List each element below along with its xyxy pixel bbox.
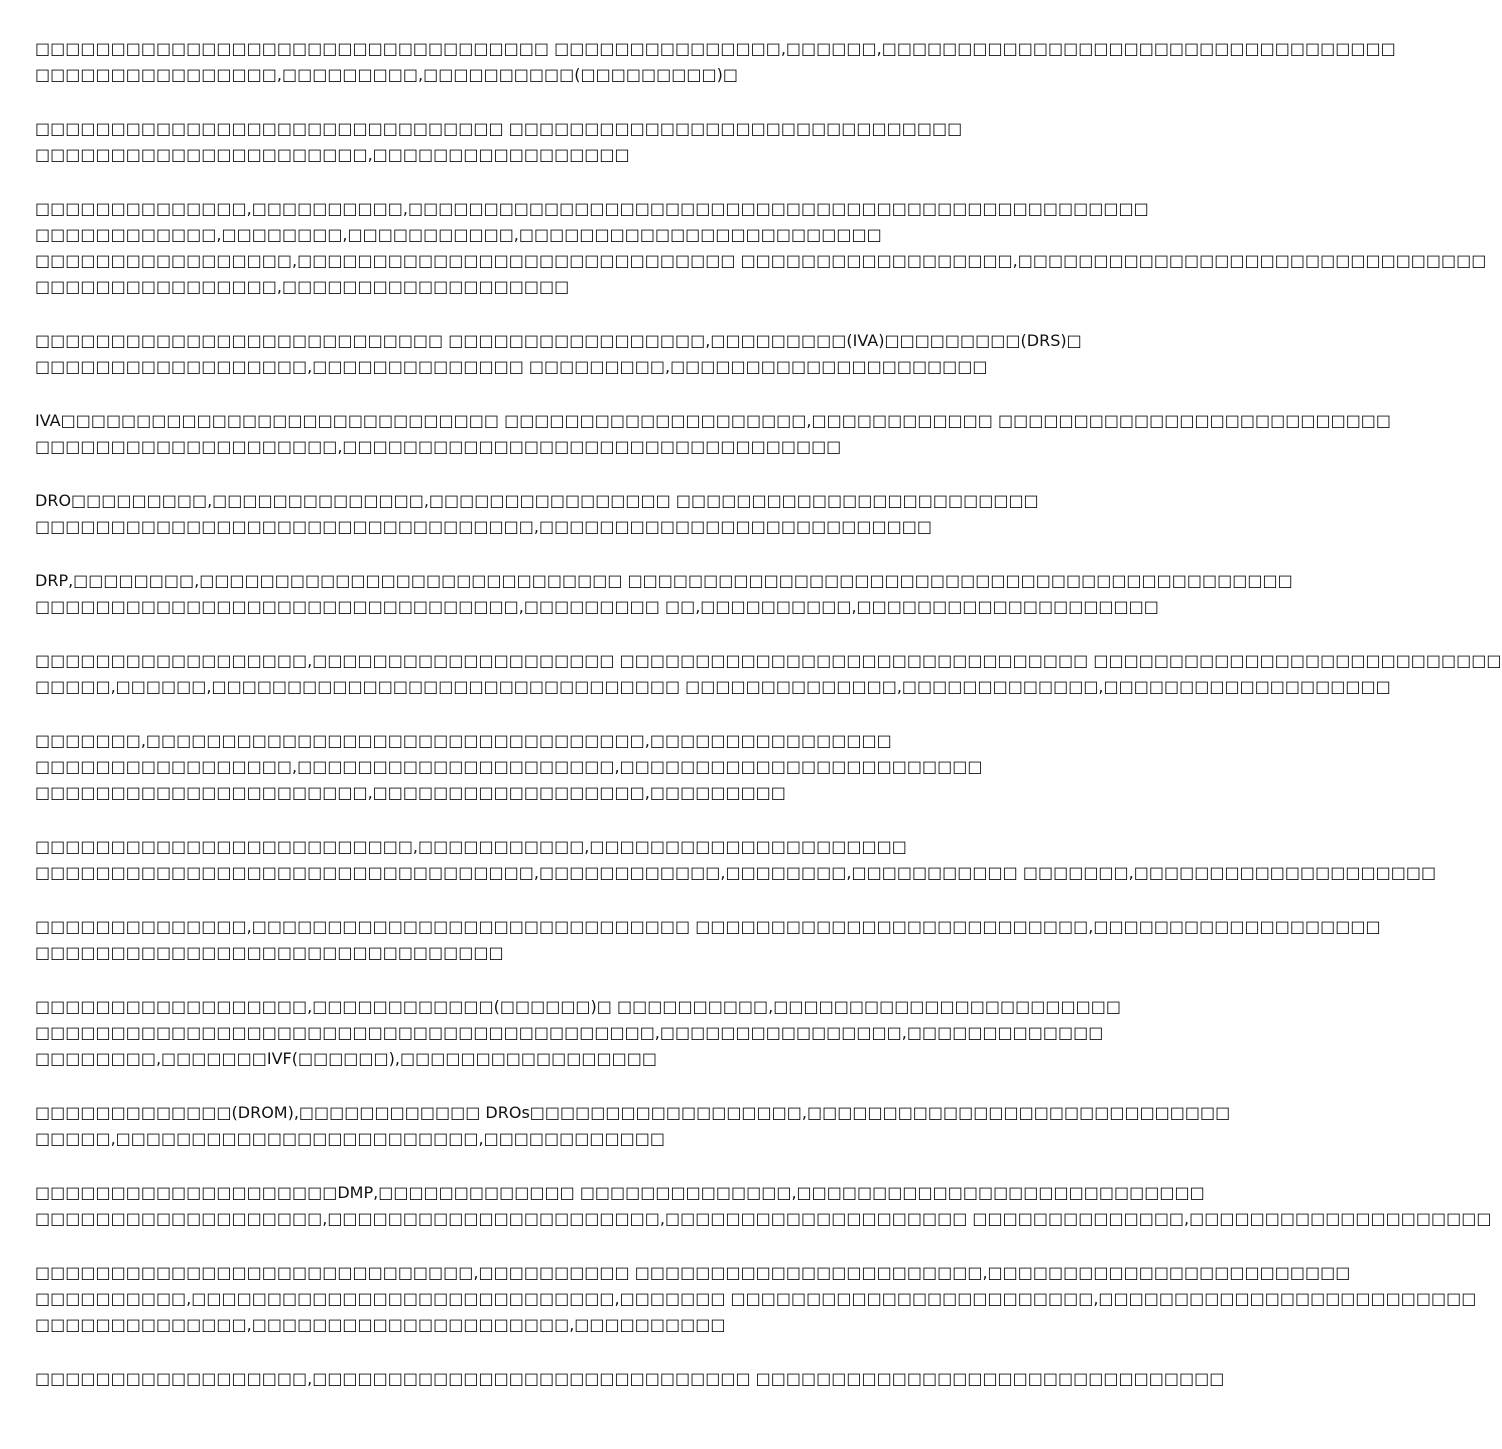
text-line: □□□□□□□□□□□□□□□□□□□□□□□□□□□□□□□□□,□□□□□□□□□□□□□□□□□□□□□□□□□□ [35, 517, 932, 536]
text-line: □□□□□□□□□□□□□□,□□□□□□□□□□□□□□□□□□□□□,□□□□□□□□□□ [35, 1315, 726, 1334]
paragraph [35, 196, 1487, 300]
text-line: DRO□□□□□□□□□,□□□□□□□□□□□□□□,□□□□□□□□□□□□□□□□ □□□□□□□□□□□□□□□□□□□□□□□□ [35, 491, 1039, 510]
text-line: □□□□□□□□,□□□□□□□IVF(□□□□□□),□□□□□□□□□□□□□□□□□ [35, 1049, 657, 1068]
text-line: DRP,□□□□□□□□,□□□□□□□□□□□□□□□□□□□□□□□□□□□□ □□□□□□□□□□□□□□□□□□□□□□□□□□□□□□□□□□□□□□□□□□□□ [35, 571, 1293, 590]
document-page [35, 36, 1502, 1420]
text-line: □□□□□,□□□□□□□□□□□□□□□□□□□□□□□□,□□□□□□□□□□□□ [35, 1129, 665, 1148]
text-line: □□□□□□□□□□□□□□□□□□□□□□□□□□□□□□□□,□□□□□□□□□ □□,□□□□□□□□□□,□□□□□□□□□□□□□□□□□□□□ [35, 597, 1159, 616]
text-line: □□□□□□□□□□□□□□□□□□,□□□□□□□□□□□□□□□□□□□□ □□□□□□□□□□□□□□□□□□□□□□□□□□□□□□□ □□□□□□□□□□□□□□□□□□□□□□□□□□□ [35, 651, 1502, 670]
text-line: □□□□□□□□□□□□□□□□□□□□□□□□□□□ □□□□□□□□□□□□□□□□□,□□□□□□□□□(IVA)□□□□□□□□□(DRS)□ [35, 331, 1082, 350]
text-line: □□□□□□□□□□□□□□,□□□□□□□□□□□□□□□□□□□□□□□□□□□□□ □□□□□□□□□□□□□□□□□□□□□□□□□□,□□□□□□□□□□□□□□□□□□□ [35, 917, 1381, 936]
text-line: □□□□□□□□□□□□□□□□□□□□,□□□□□□□□□□□□□□□□□□□□□□□□□□□□□□□□□ [35, 437, 842, 456]
paragraph [35, 834, 1437, 886]
text-line: □□□□□□□□□□□□□□□□,□□□□□□□□□□□□□□□□□□□ [35, 277, 570, 296]
text-line: □□□□□□□□□□□□□□□□□□□□□□,□□□□□□□□□□□□□□□□□ [35, 145, 630, 164]
paragraph [35, 568, 1293, 620]
text-line: □□□□□□□□□□□□□□□□□□□□□□□□□□□□□□□ □□□□□□□□□□□□□□□□□□□□□□□□□□□□□□ [35, 119, 963, 138]
text-line: □□□□□□□□□□□□,□□□□□□□□,□□□□□□□□□□□,□□□□□□□□□□□□□□□□□□□□□□□□ [35, 225, 882, 244]
paragraph [35, 1260, 1477, 1338]
paragraph [35, 408, 1392, 460]
text-line: □□□□□□□□□□,□□□□□□□□□□□□□□□□□□□□□□□□□□□□,□□□□□□□ □□□□□□□□□□□□□□□□□□□□□□□□,□□□□□□□□□□□□□□□□□□□□□□□□□ [35, 1289, 1477, 1308]
text-line: □□□□□□□□□□□□□□□□□□□□□□,□□□□□□□□□□□□□□□□□□,□□□□□□□□□ [35, 783, 786, 802]
text-line: □□□□□□□□□□□□□□□□,□□□□□□□□□,□□□□□□□□□□(□□□□□□□□□)□ [35, 65, 738, 84]
text-line: □□□□□□□□□□□□□□□□□□□□□□□□□,□□□□□□□□□□□,□□□□□□□□□□□□□□□□□□□□□ [35, 837, 907, 856]
text-line: □□□□□□□□□□□□□□□□□□□□□□□□□□□□□□□ [35, 943, 504, 962]
text-line: □□□□□□□□□□□□□□□□□□□□□□□□□□□□□□□□□,□□□□□□□□□□□□,□□□□□□□□,□□□□□□□□□□□ □□□□□□□,□□□□□□□□□□□□□□□□□□□□ [35, 863, 1437, 882]
text-line: □□□□□□□□□□□□□(DROM),□□□□□□□□□□□□ DROs□□□□□□□□□□□□□□□□□□,□□□□□□□□□□□□□□□□□□□□□□□□□□□□ [35, 1103, 1231, 1122]
text-line: □□□□□□□□□□□□□□□□□□□□□□□□□□□□□□□□□□□□□□□□□,□□□□□□□□□□□□□□□□,□□□□□□□□□□□□□ [35, 1023, 1104, 1042]
paragraph [35, 914, 1381, 966]
text-line: □□□□□□□□□□□□□□□□□,□□□□□□□□□□□□□□□□□□□□□,□□□□□□□□□□□□□□□□□□□□□□□□ [35, 757, 983, 776]
text-line: □□□□□□□□□□□□□□□□□□,□□□□□□□□□□□□□□□□□□□□□□□□□□□□□ □□□□□□□□□□□□□□□□□□□□□□□□□□□□□□□ [35, 1369, 1225, 1388]
paragraph [35, 36, 1396, 88]
text-line: □□□□□□□□□□□□□□□□□□□,□□□□□□□□□□□□□□□□□□□□□□,□□□□□□□□□□□□□□□□□□□□ □□□□□□□□□□□□□□,□□□□□□□□□□□□□□□□□□□□ [35, 1209, 1492, 1228]
paragraph [35, 116, 1005, 168]
paragraph [35, 328, 1082, 380]
text-line: □□□□□□□□□□□□□□,□□□□□□□□□□,□□□□□□□□□□□□□□□□□□□□□□□□□□□□□□□□□□□□□□□□□□□□□□□□□ [35, 199, 1149, 218]
text-line: □□□□□□□□□□□□□□□□□,□□□□□□□□□□□□□□□□□□□□□□□□□□□□□ □□□□□□□□□□□□□□□□□□,□□□□□□□□□□□□□□□□□□□□□□□□□□□□□□□ [35, 251, 1487, 270]
text-line: □□□□□□□□□□□□□□□□□□,□□□□□□□□□□□□(□□□□□□)□ □□□□□□□□□□,□□□□□□□□□□□□□□□□□□□□□□□ [35, 997, 1121, 1016]
text-line: □□□□□□□,□□□□□□□□□□□□□□□□□□□□□□□□□□□□□□□□□,□□□□□□□□□□□□□□□□ [35, 731, 892, 750]
text-line: □□□□□,□□□□□□,□□□□□□□□□□□□□□□□□□□□□□□□□□□□□□□ □□□□□□□□□□□□□□,□□□□□□□□□□□□□,□□□□□□□□□□□□□□□□□□□ [35, 677, 1391, 696]
paragraph [35, 728, 1005, 806]
text-line: □□□□□□□□□□□□□□□□□□□□□□□□□□□□□□□□□□ □□□□□□□□□□□□□□□,□□□□□□,□□□□□□□□□□□□□□□□□□□□□□□□□□□□□□□□□□ [35, 39, 1396, 58]
paragraph [35, 648, 1502, 700]
paragraph [35, 488, 1039, 540]
paragraph [35, 1366, 1225, 1392]
text-line: □□□□□□□□□□□□□□□□□□□□□□□□□□□□□,□□□□□□□□□□ □□□□□□□□□□□□□□□□□□□□□□□,□□□□□□□□□□□□□□□□□□□□□□□□ [35, 1263, 1351, 1282]
text-line: □□□□□□□□□□□□□□□□□□□□DMP,□□□□□□□□□□□□□ □□□□□□□□□□□□□□,□□□□□□□□□□□□□□□□□□□□□□□□□□□ [35, 1183, 1205, 1202]
paragraph [35, 1100, 1231, 1152]
text-line: □□□□□□□□□□□□□□□□□□,□□□□□□□□□□□□□□ □□□□□□□□□,□□□□□□□□□□□□□□□□□□□□□ [35, 357, 988, 376]
text-line: IVA□□□□□□□□□□□□□□□□□□□□□□□□□□□□□ □□□□□□□□□□□□□□□□□□□□,□□□□□□□□□□□□ □□□□□□□□□□□□□□□□□□□□□□□□□□ [35, 411, 1392, 430]
paragraph [35, 1180, 1492, 1232]
paragraph [35, 994, 1121, 1072]
